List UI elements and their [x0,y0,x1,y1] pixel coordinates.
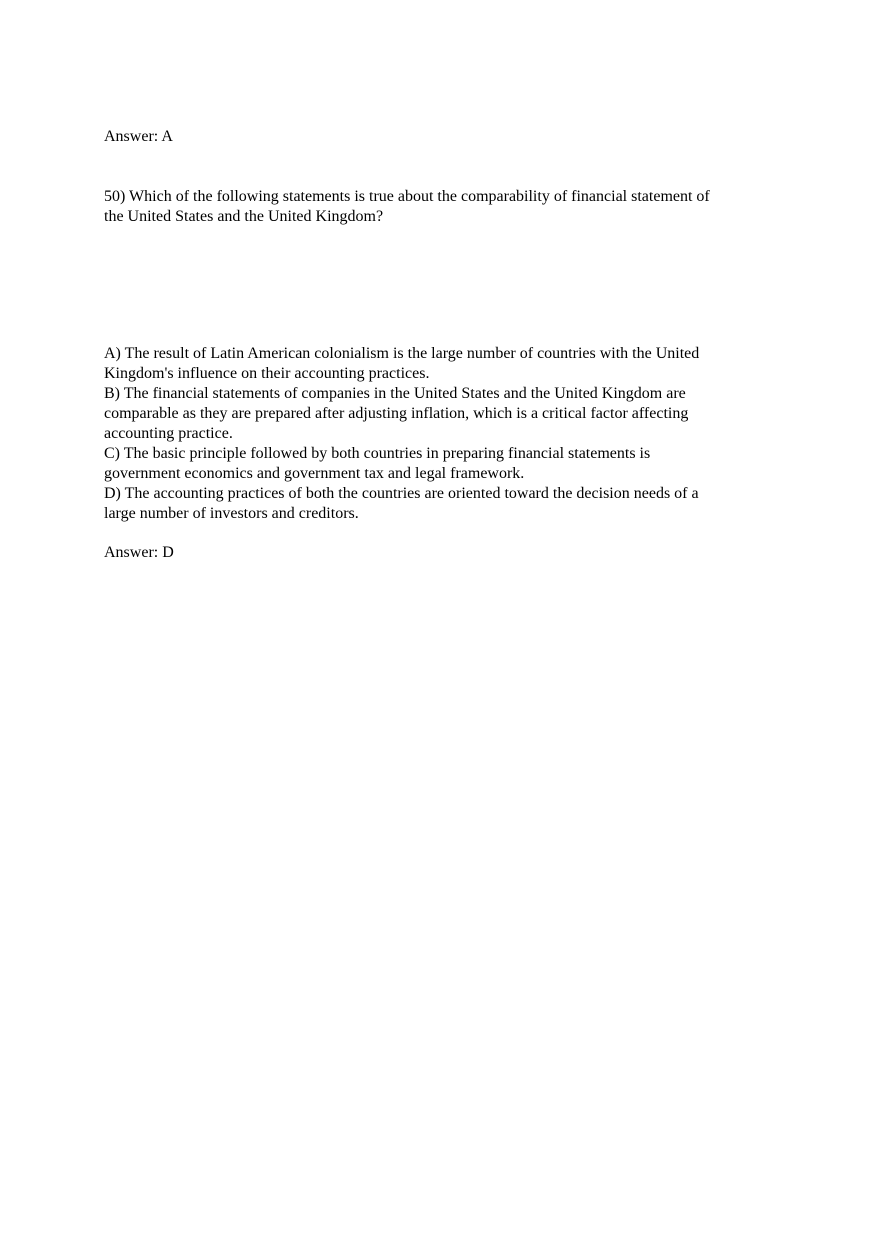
option-b-line: accounting practice. [104,425,233,442]
question-line: 50) Which of the following statements is true about the comparability of financial statement of [104,188,710,205]
option-d-line: D) The accounting practices of both the countries are oriented toward the decision needs of a [104,485,699,502]
option-c-line: government economics and government tax and legal framework. [104,465,525,482]
option-d-line: large number of investors and creditors. [104,505,359,522]
option-b-line: B) The financial statements of companies in the United States and the United Kingdom are [104,385,686,402]
answer-text: Answer: D [104,544,174,561]
previous-answer-text: Answer: A [104,128,173,145]
option-c-line: C) The basic principle followed by both countries in preparing financial statements is [104,445,651,462]
answer-options [104,344,784,524]
question-50 [104,187,784,227]
answer [104,543,784,563]
option-b-line: comparable as they are prepared after adjusting inflation, which is a critical factor affecting [104,405,689,422]
previous-answer [104,127,784,147]
question-line: the United States and the United Kingdom? [104,208,384,225]
option-a-line: Kingdom's influence on their accounting practices. [104,365,430,382]
option-a-line: A) The result of Latin American colonialism is the large number of countries with the United [104,345,700,362]
